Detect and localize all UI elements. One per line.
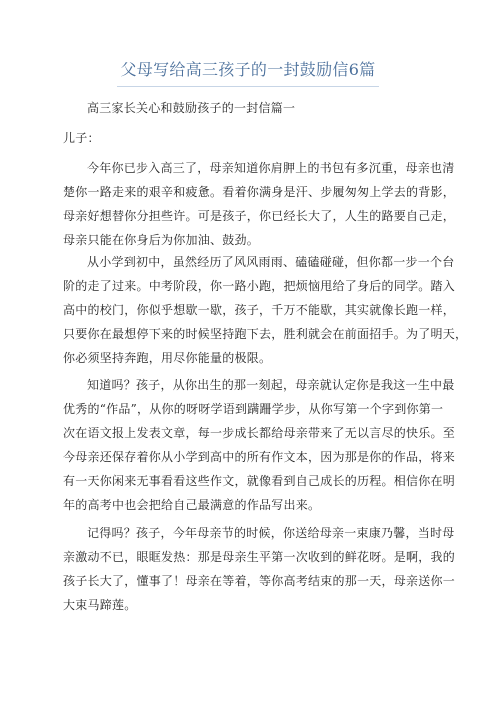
paragraph-line: 今母亲还保存着你从小学到高中的所有作文本，因为那是你的作品，将来 xyxy=(63,450,456,464)
paragraph-3 xyxy=(63,373,455,517)
paragraph-line: 有一天你闲来无事看看这些作文，就像看到自己成长的历程。相信你在明 xyxy=(63,474,456,488)
document-title: 父母写给高三孩子的一封鼓励信6篇 xyxy=(120,60,376,79)
paragraph-line: 从小学到初中，虽然经历了风风雨雨、磕磕碰碰，但你都一步一个台 xyxy=(87,255,455,269)
paragraph-line: 你必须坚持奔跑，用尽你能量的极限。 xyxy=(63,351,272,365)
paragraph-line: 孩子长大了，懂事了！母亲在等着，等你高考结束的那一天，母亲送你一 xyxy=(63,574,456,588)
paragraph-line: 大束马蹄莲。 xyxy=(63,598,137,612)
paragraph-line: 高中的校门，你似乎想歇一歇，孩子，千万不能歇，其实就像长跑一样， xyxy=(63,303,456,317)
paragraph-line: 年的高考中也会把给自己最满意的作品写出来。 xyxy=(63,498,321,512)
paragraph-line: 知道吗？孩子，从你出生的那一刻起，母亲就认定你是我这一生中最 xyxy=(87,378,455,392)
paragraph-line: 记得吗？孩子，今年母亲节的时候，你送给母亲一束康乃馨，当时母 xyxy=(87,526,455,540)
letter-subtitle: 高三家长关心和鼓励孩子的一封信篇一 xyxy=(87,101,296,115)
title-underline xyxy=(117,86,379,87)
paragraph-line: 阶的走了过来。中考阶段，你一路小跑，把烦恼甩给了身后的同学。踏入 xyxy=(63,279,456,293)
paragraph-line: 楚你一路走来的艰辛和疲惫。看着你满身是汗、步履匆匆上学去的背影， xyxy=(63,185,456,199)
letter-salutation: 儿子： xyxy=(63,131,100,145)
paragraph-line: 母亲好想替你分担些许。可是孩子，你已经长大了，人生的路要自己走， xyxy=(63,209,456,223)
paragraph-line: 今年你已步入高三了，母亲知道你肩胛上的书包有多沉重，母亲也清 xyxy=(87,161,455,175)
paragraph-line: 优秀的“作品”，从你的呀呀学语到蹒跚学步，从你写第一个字到你第一 xyxy=(63,402,444,416)
paragraph-line: 母亲只能在你身后为你加油、鼓劲。 xyxy=(63,233,260,247)
paragraph-4 xyxy=(63,521,455,617)
paragraph-line: 亲激动不已，眼眶发热：那是母亲生平第一次收到的鲜花呀。是啊，我的 xyxy=(63,550,456,564)
paragraph-line: 只要你在最想停下来的时候坚持跑下去，胜利就会在前面招手。为了明天， xyxy=(63,327,468,341)
paragraph-1 xyxy=(63,156,455,252)
paragraph-2 xyxy=(63,250,467,370)
paragraph-line: 次在语文报上发表文章，每一步成长都给母亲带来了无以言尽的快乐。至 xyxy=(63,426,456,440)
